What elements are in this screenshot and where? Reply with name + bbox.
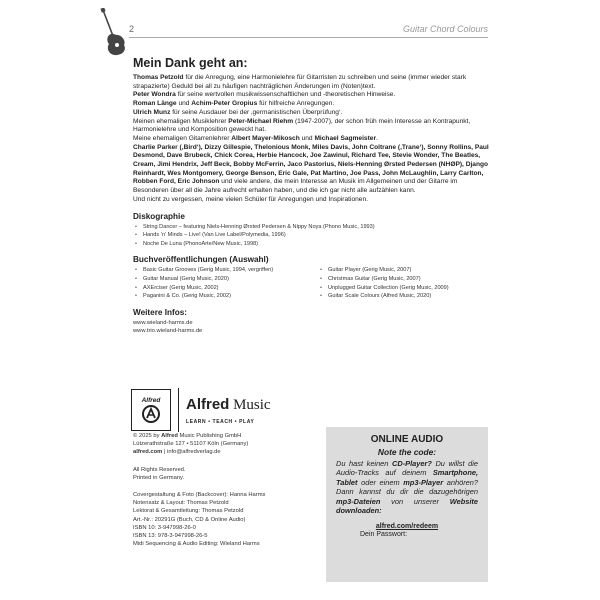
list-item: • String Dancer – featuring Niels-Henning Ørsted Pedersen & Nippy Noya (Phono Music, 1993) — [143, 223, 493, 232]
books-list-right — [318, 266, 493, 300]
website-link[interactable]: www.trio.wieland-harms.de — [133, 328, 203, 335]
logo-divider — [178, 388, 179, 432]
paragraph-text: und — [299, 134, 315, 142]
paragraph-text: . — [376, 134, 378, 142]
paragraph-text: Meine ehemaligen Gitarrenlehrer — [133, 134, 232, 142]
list-item: • Paganini & Co. (Gerig Music, 2002) — [143, 292, 308, 301]
thanks-paragraph — [133, 135, 493, 144]
list-item: • Hands ‘n’ Minds – Live! (Van Live Label/Polymedia, 1996) — [143, 231, 493, 240]
page-number: 2 — [129, 24, 135, 34]
list-item: • Unplugged Guitar Collection (Gerig Music, 2009) — [328, 284, 493, 293]
person-name: Peter Wondra — [133, 91, 176, 99]
thanks-paragraph — [133, 144, 493, 196]
audio-subtitle: Note the code: — [377, 447, 437, 457]
list-item: • Christmas Guitar (Gerig Music, 2007) — [328, 275, 493, 284]
brand-name — [186, 396, 271, 414]
paragraph-text: für hilfreiche Anregungen. — [257, 100, 335, 108]
info-title: Weitere Infos: — [133, 307, 187, 317]
copyright-post: Music Publishing GmbH — [177, 433, 242, 439]
audio-text: Du willst die Audio-Tracks auf deinem — [336, 459, 478, 478]
alfred-music-logo — [131, 388, 271, 432]
credit-line: Midi Sequencing & Audio Editing: Wieland Harms — [133, 541, 260, 548]
audio-text: oder einem — [357, 477, 404, 487]
email-text: | info@alfredverlag.de — [162, 449, 221, 456]
paragraph-text: und — [176, 100, 192, 108]
audio-text: von unserer — [380, 496, 450, 506]
guitar-icon — [98, 8, 130, 58]
thanks-paragraph — [133, 74, 493, 91]
imprint — [133, 432, 323, 548]
thanks-paragraph — [133, 91, 493, 100]
paragraph-text: für die Anregung, eine Harmonielehre für Gitarristen zu schreiben und seine (immer wieder stark strapazierte) Geduld bei all zu häufigen nachträglichen Änderungen im (Noten)text. — [133, 74, 467, 90]
address-line: Lützerathstraße 127 • 51107 Köln (Germany) — [133, 441, 249, 448]
credit-line: Lektorat & Gesamtleitung: Thomas Petzold — [133, 508, 244, 515]
audio-text: Du hast keinen — [336, 459, 393, 468]
person-name: Ulrich Munz — [133, 108, 171, 116]
list-item: • Guitar Player (Gerig Music, 2007) — [328, 266, 493, 275]
thanks-section — [133, 74, 493, 205]
audio-text: anhören? Dann kannst du dir die dazugehörigen — [336, 477, 478, 497]
person-name: Roman Länge — [133, 100, 177, 108]
paragraph-text: für seine wertvollen musikwissenschaftlichen und -theoretischen Hinweise. — [175, 91, 396, 99]
person-name: Thomas Petzold — [133, 74, 184, 81]
credit-line: Art.-Nr.: 20291G (Buch, CD & Online Audio) — [133, 516, 246, 523]
thanks-paragraph — [133, 109, 493, 118]
page-content — [133, 56, 493, 336]
printed-line: Printed in Germany. — [133, 474, 185, 481]
list-item: • Guitar Manual (Gerig Music, 2020) — [143, 275, 308, 284]
audio-bold: Website downloaden: — [336, 496, 478, 516]
person-name: Achim-Peter Gropius — [191, 100, 258, 108]
credit-line: Notensatz & Layout: Thomas Petzold — [133, 500, 229, 507]
logo-word: Alfred — [141, 396, 161, 404]
paragraph-text: Meinen ehemaligen Musiklehrer — [133, 117, 229, 125]
books-title: Buchveröffentlichungen (Auswahl) — [133, 255, 269, 265]
audio-title: ONLINE AUDIO — [370, 434, 444, 445]
brand-rest: Music — [229, 396, 271, 413]
thanks-paragraph — [133, 118, 493, 135]
copyright-bold: Alfred — [161, 433, 178, 439]
audio-bold: mp3-Player — [403, 477, 444, 487]
paragraph-text: (1947-2007), der schon früh mein Interesse an Kontrapunkt, Harmonielehre und Komposition geweckt hat. — [133, 117, 471, 134]
thanks-paragraph — [133, 100, 493, 109]
copyright-pre: © 2025 by — [133, 433, 162, 439]
list-item: • Guitar Scale Colours (Alfred Music, 2020) — [328, 292, 493, 301]
audio-bold: mp3-Dateien — [336, 496, 381, 506]
paragraph-text: und viele andere, die mein Interesse an Musik im Allgemeinen und der Gitarre im Besonderen über all die Jahre aufrecht erhalten haben, und die ich gar nicht alle aufzählen kann. — [133, 178, 458, 195]
logo-emblem-icon — [140, 404, 162, 424]
online-audio-box — [326, 427, 488, 582]
redeem-link[interactable]: alfred.com/redeem — [375, 523, 439, 531]
brand-bold: Alfred — [186, 395, 230, 413]
discography-list — [133, 223, 493, 249]
list-item: • Basic Guitar Grooves (Gerig Music, 1994, vergriffen) — [143, 266, 308, 275]
person-name: Michael Sagmeister — [314, 134, 377, 142]
credit-line: Covergestaltung & Foto (Backcover): Hanna Harms — [133, 492, 266, 499]
audio-body — [326, 457, 488, 515]
website-link[interactable]: www.wieland-harms.de — [133, 319, 193, 326]
password-label: Dein Passwort: — [360, 531, 408, 539]
paragraph-text: für seine Ausdauer bei der ‚germanistischen Überprüfung‘. — [170, 108, 343, 116]
web-line — [133, 448, 323, 456]
logo-text — [186, 396, 271, 425]
paragraph-text: Und nicht zu vergessen, meine vielen Schüler für Anregungen und Inspirationen. — [133, 195, 368, 203]
books-list-left — [133, 266, 308, 300]
credit-line: ISBN 10: 3-947998-26-0 — [133, 524, 196, 531]
list-item: • Noche De Luna (PhonoArte/New Music, 1998) — [143, 240, 493, 249]
person-name: Albert Mayer-Mikosch — [231, 134, 300, 142]
alfred-logo-mark — [131, 389, 171, 431]
thanks-paragraph — [133, 196, 493, 205]
credit-line: ISBN 13: 978-3-947998-26-5 — [133, 533, 208, 540]
musician-names: Charlie Parker (‚Bird‘), Dizzy Gillespie, Thelonious Monk, Miles Davis, John Coltrane (‚Trane‘), Sonny Rollins, Paul Desmond, Dave Brubeck, Chick Corea, Herbie Hancock, Joe Zawinul, Richard Tee, Stevie Wonder, The Beatles, Cream, Jimi Hendrix, Jeff Beck, Bobby McFerrin, Jaco Pastorius, Niels-Henning Ørsted Pedersen (NHØP), Django Reinhardt, Wes Montgomery, George Benson, Eric Gale, Pat Martino, Joe Pass, John McLaughlin, Larry Carlton, Robben Ford, Eric Johnson — [133, 143, 489, 186]
web-link[interactable]: alfred.com — [133, 449, 163, 456]
audio-bold: CD-Player? — [392, 459, 432, 468]
thanks-heading: Mein Dank geht an: — [133, 56, 248, 70]
audio-bold: Smartphone, Tablet — [336, 468, 478, 487]
running-title: Guitar Chord Colours — [402, 24, 488, 34]
books-columns — [133, 266, 493, 300]
discography-title: Diskographie — [133, 211, 185, 221]
copyright-line — [133, 432, 323, 440]
rights-line: All Rights Reserved. — [133, 466, 186, 473]
brand-tagline: LEARN • TEACH • PLAY — [186, 418, 255, 425]
header-rule — [129, 37, 488, 38]
info-links — [133, 319, 493, 336]
list-item: • AXErciser (Gerig Music, 2002) — [143, 284, 308, 293]
person-name: Peter-Michael Riehm — [228, 117, 294, 125]
